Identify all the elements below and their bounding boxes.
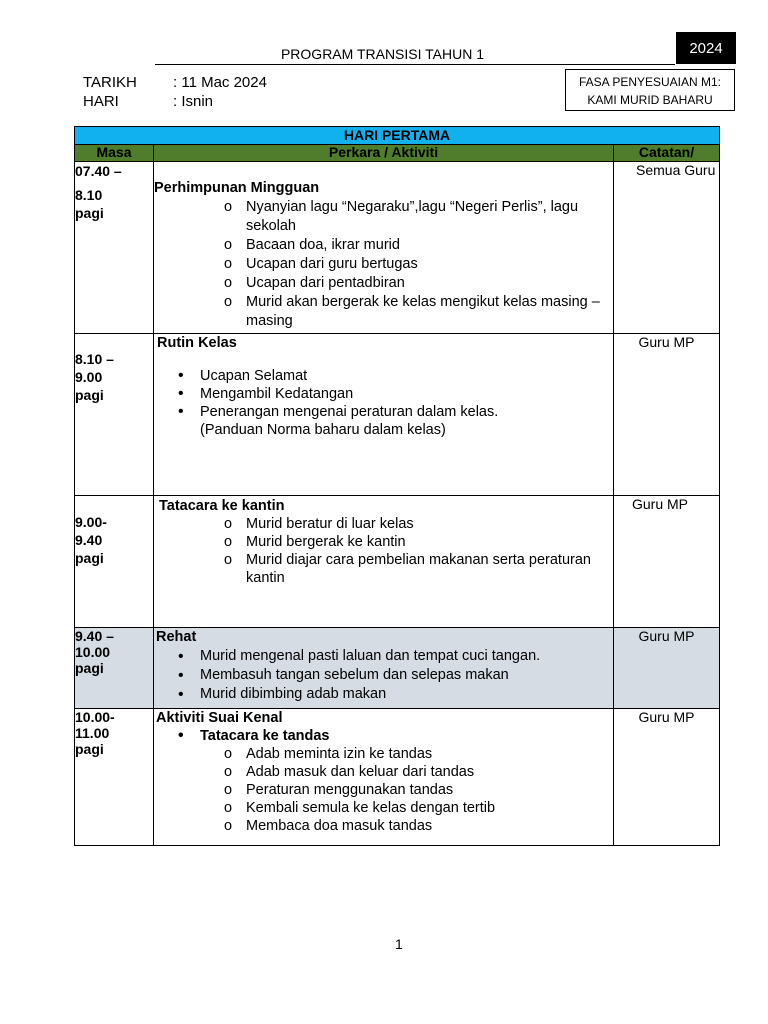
activity-title: Perhimpunan Mingguan <box>154 180 320 196</box>
time-line: 11.00 <box>75 725 110 741</box>
time-line: 8.10 <box>75 187 103 203</box>
activity-note: (Panduan Norma baharu dalam kelas) <box>200 422 446 438</box>
time-line: 07.40 – <box>75 163 122 179</box>
day-value: : Isnin <box>173 93 214 110</box>
table-row <box>75 162 720 334</box>
time-line: pagi <box>75 660 104 676</box>
notes-cell: Guru MP <box>614 496 720 628</box>
time-line: 9.00- <box>75 514 107 530</box>
date-value: : 11 Mac 2024 <box>173 74 267 91</box>
day-row <box>83 93 213 110</box>
list-item: • Murid mengenal pasti laluan dan tempat cuci tangan. <box>154 647 613 666</box>
schedule-table <box>74 126 720 846</box>
activity-sublist <box>154 727 613 745</box>
list-item: • Murid dibimbing adab makan <box>154 685 613 704</box>
table-row <box>75 496 720 628</box>
activity-cell <box>154 162 614 334</box>
page-number: 1 <box>395 936 403 952</box>
time-cell <box>75 496 154 628</box>
time-line: 9.40 – <box>75 628 114 644</box>
list-item: o Kembali semula ke kelas dengan tertib <box>154 799 613 817</box>
date-label: TARIKH <box>83 74 137 91</box>
list-item: o Ucapan dari guru bertugas <box>154 255 613 274</box>
activity-title: Rutin Kelas <box>157 335 237 351</box>
table-row <box>75 709 720 846</box>
time-line: pagi <box>75 741 104 757</box>
time-cell <box>75 628 154 709</box>
table-row <box>75 628 720 709</box>
activity-title: Tatacara ke kantin <box>159 498 285 514</box>
time-cell <box>75 709 154 846</box>
notes-cell: Guru MP <box>614 628 720 709</box>
activity-cell <box>154 334 614 496</box>
column-header-time: Masa <box>75 145 154 162</box>
list-item: o Murid beratur di luar kelas <box>154 515 613 533</box>
time-line: 8.10 – <box>75 351 114 367</box>
notes-cell: Guru MP <box>614 334 720 496</box>
column-header-activity: Perkara / Aktiviti <box>154 145 614 162</box>
notes-cell: Semua Guru <box>614 162 720 334</box>
table-row <box>75 334 720 496</box>
list-item: o Peraturan menggunakan tandas <box>154 781 613 799</box>
list-item: o Adab meminta izin ke tandas <box>154 745 613 763</box>
activity-cell <box>154 628 614 709</box>
list-item: • Mengambil Kedatangan <box>154 385 613 403</box>
day-label: HARI <box>83 93 119 110</box>
activity-cell <box>154 709 614 846</box>
time-line: 10.00 <box>75 644 111 660</box>
activity-list <box>154 745 613 835</box>
list-item: o Membaca doa masuk tandas <box>154 817 613 835</box>
column-header-notes: Catatan/ <box>614 145 720 162</box>
activity-cell <box>154 496 614 628</box>
header-rule <box>155 64 675 65</box>
list-item: o Ucapan dari pentadbiran <box>154 274 613 293</box>
phase-line-1: FASA PENYESUAIAN M1: <box>578 75 722 89</box>
list-item: o Adab masuk dan keluar dari tandas <box>154 763 613 781</box>
list-item: • Ucapan Selamat <box>154 367 613 385</box>
list-item: o Murid bergerak ke kantin <box>154 533 613 551</box>
activity-list <box>154 367 613 421</box>
list-item: • Tatacara ke tandas <box>154 727 613 745</box>
time-line: pagi <box>75 550 104 566</box>
list-item: o Murid diajar cara pembelian makanan serta peraturan kantin <box>154 551 613 587</box>
activity-list <box>154 647 613 704</box>
year-badge: 2024 <box>676 32 736 64</box>
time-line: pagi <box>75 387 104 403</box>
phase-line-2: KAMI MURID BAHARU <box>587 93 713 107</box>
time-line: 9.00 <box>75 369 103 385</box>
list-item: o Bacaan doa, ikrar murid <box>154 236 613 255</box>
time-line: 10.00- <box>75 709 115 725</box>
list-item: • Penerangan mengenai peraturan dalam kelas. <box>154 403 613 421</box>
document-title: PROGRAM TRANSISI TAHUN 1 <box>280 46 485 62</box>
activity-title: Rehat <box>156 629 197 645</box>
phase-box <box>565 69 735 111</box>
time-line: pagi <box>75 205 104 221</box>
list-item: o Nyanyian lagu “Negaraku”,lagu “Negeri Perlis”, lagu sekolah <box>154 198 613 236</box>
time-line: 9.40 <box>75 532 103 548</box>
activity-list <box>154 198 613 331</box>
date-row <box>83 74 267 91</box>
activity-title: Aktiviti Suai Kenal <box>156 710 283 726</box>
list-item: • Membasuh tangan sebelum dan selepas makan <box>154 666 613 685</box>
time-cell <box>75 162 154 334</box>
day-title: HARI PERTAMA <box>75 127 720 145</box>
activity-list <box>154 515 613 587</box>
notes-cell: Guru MP <box>614 709 720 846</box>
list-item: o Murid akan bergerak ke kelas mengikut kelas masing – masing <box>154 293 613 331</box>
time-cell <box>75 334 154 496</box>
